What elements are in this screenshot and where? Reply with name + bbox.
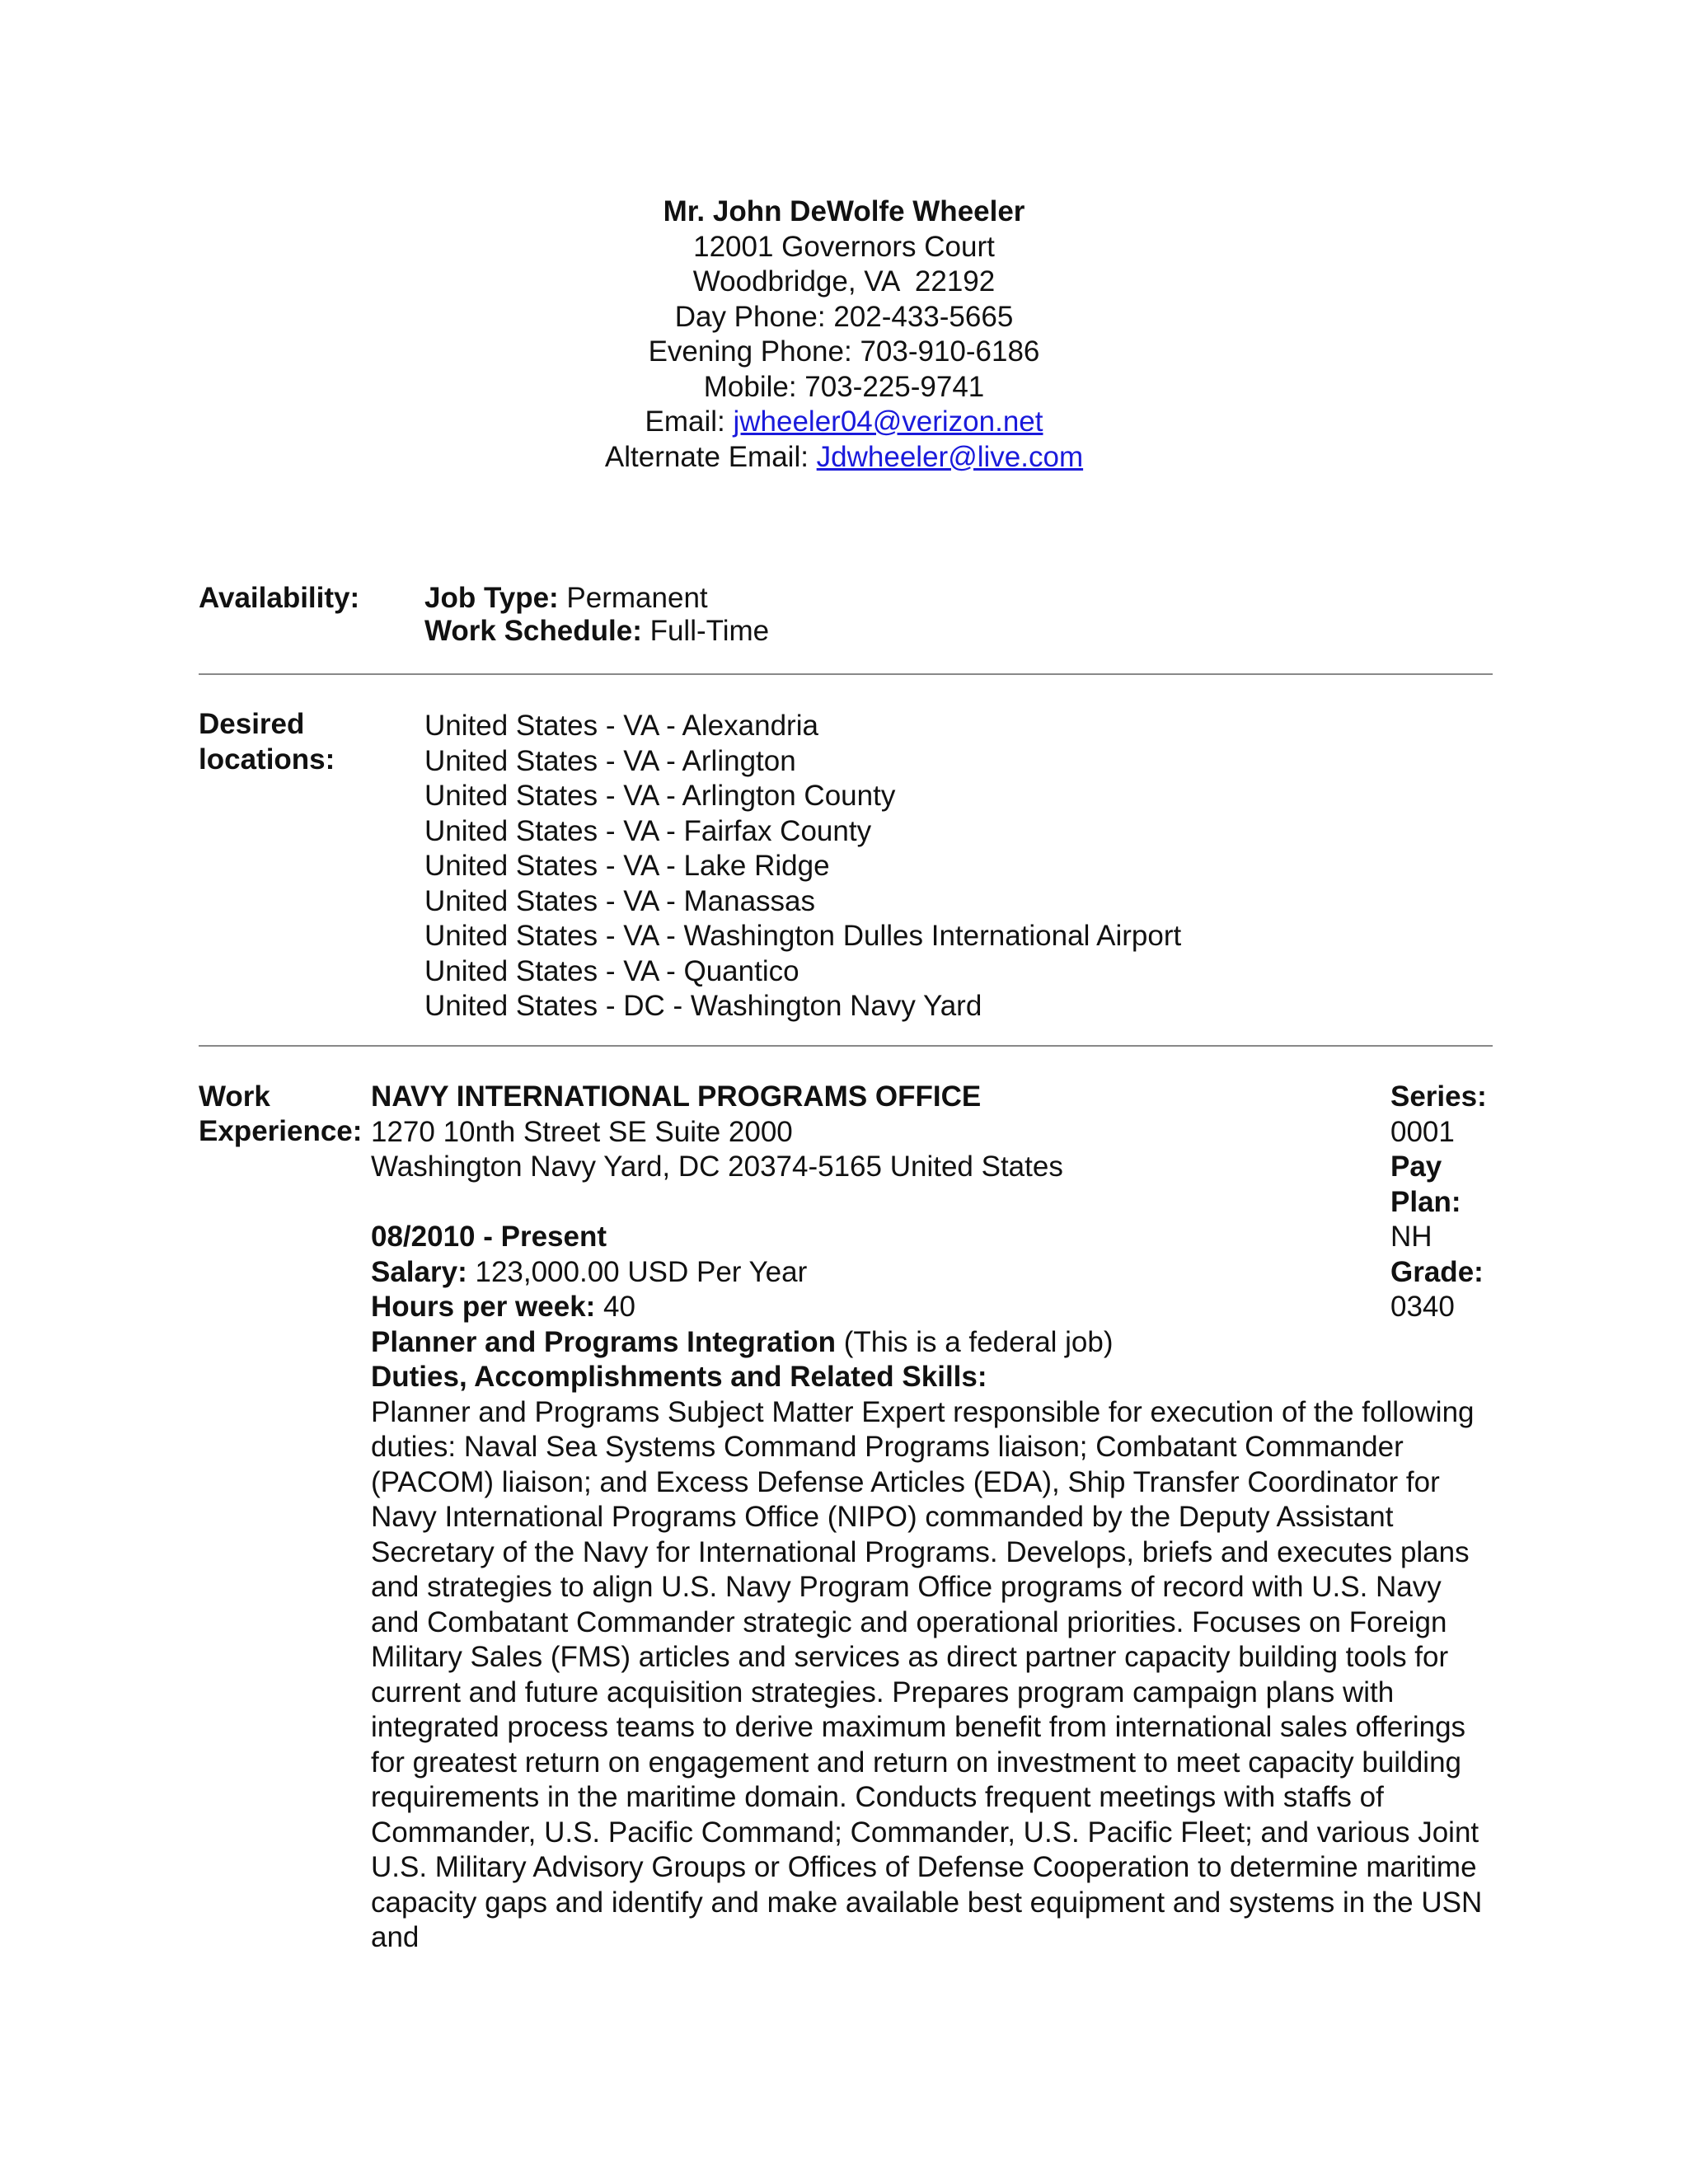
alternate-email-line xyxy=(0,440,1688,476)
work-experience-label-line1: Work xyxy=(199,1080,270,1113)
location-item: United States - VA - Manassas xyxy=(424,884,816,917)
employment-dates: 08/2010 - Present xyxy=(371,1221,607,1253)
day-phone: Day Phone: 202-433-5665 xyxy=(674,300,1014,333)
job-title-line xyxy=(371,1325,1508,1361)
desired-locations-label-line2: locations: xyxy=(199,743,335,776)
location-item: United States - VA - Lake Ridge xyxy=(424,850,830,882)
alternate-email-label: Alternate Email: xyxy=(604,440,817,473)
work-experience-label-line2: Experience: xyxy=(199,1115,363,1147)
email-label: Email: xyxy=(645,405,734,438)
hours-line xyxy=(371,1290,1508,1325)
job-type-label: Job Type: xyxy=(424,582,559,614)
job-type-value: Permanent xyxy=(558,582,708,614)
pay-plan-value: NH xyxy=(1390,1221,1432,1253)
section-divider xyxy=(199,1045,1493,1047)
pay-plan-label-line2: Plan: xyxy=(1390,1185,1461,1218)
hours-value: 40 xyxy=(595,1291,635,1323)
location-item: United States - VA - Arlington County xyxy=(424,780,896,812)
work-schedule-label: Work Schedule: xyxy=(424,615,642,647)
grade-value: 0340 xyxy=(1390,1291,1455,1323)
employer-city: Washington Navy Yard, DC 20374-5165 United States xyxy=(371,1151,1063,1183)
contact-header xyxy=(0,194,1688,475)
section-divider xyxy=(199,673,1493,675)
location-item: United States - VA - Alexandria xyxy=(424,710,818,742)
email-link[interactable]: jwheeler04@verizon.net xyxy=(733,405,1043,438)
series-label: Series: xyxy=(1390,1080,1487,1113)
location-item: United States - VA - Quantico xyxy=(424,954,799,987)
job-title: Planner and Programs Integration xyxy=(371,1325,836,1358)
work-schedule-value: Full-Time xyxy=(641,615,770,647)
desired-locations-list xyxy=(424,709,1181,1024)
city-state-zip: Woodbridge, VA 22192 xyxy=(692,265,996,298)
evening-phone: Evening Phone: 703-910-6186 xyxy=(648,335,1040,368)
salary-label: Salary: xyxy=(371,1255,467,1288)
employer-street: 1270 10nth Street SE Suite 2000 xyxy=(371,1115,793,1148)
salary-value: 123,000.00 USD Per Year xyxy=(467,1255,808,1288)
hours-label: Hours per week: xyxy=(371,1291,596,1323)
job-title-note: (This is a federal job) xyxy=(836,1325,1114,1358)
location-item: United States - VA - Fairfax County xyxy=(424,814,872,847)
job-type-line xyxy=(424,581,708,616)
location-item: United States - DC - Washington Navy Yard xyxy=(424,990,982,1022)
grade-label: Grade: xyxy=(1390,1255,1484,1288)
mobile-phone: Mobile: 703-225-9741 xyxy=(703,370,985,403)
work-schedule-line xyxy=(424,614,769,649)
email-line xyxy=(0,405,1688,440)
pay-plan-label-line1: Pay xyxy=(1390,1151,1442,1183)
series-value: 0001 xyxy=(1390,1115,1455,1148)
salary-line xyxy=(371,1255,1508,1291)
employer-name: NAVY INTERNATIONAL PROGRAMS OFFICE xyxy=(371,1080,982,1113)
job-entry xyxy=(371,1080,1508,1956)
job-classification xyxy=(1390,1080,1487,1325)
duties-heading: Duties, Accomplishments and Related Skills: xyxy=(371,1361,987,1393)
street-address: 12001 Governors Court xyxy=(693,230,995,263)
location-item: United States - VA - Washington Dulles International Airport xyxy=(424,920,1182,952)
location-item: United States - VA - Arlington xyxy=(424,744,796,777)
desired-locations-label-line1: Desired xyxy=(199,708,305,740)
alternate-email-link[interactable]: Jdwheeler@live.com xyxy=(816,440,1084,473)
spacer xyxy=(371,1185,1508,1221)
duties-description: Planner and Programs Subject Matter Expert responsible for execution of the following duties: Naval Sea Systems Command Programs liaison; Combatant Commander (PACOM) liaison; and Excess Defense Articles (EDA), Ship Transfer Coordinator for Navy International Programs Office (NIPO) commanded by the Deputy Assistant Secretary of the Navy for International Programs. Develops, briefs and executes plans and strategies to align U.S. Navy Program Office programs of record with U.S. Navy and Combatant Commander strategic and operational priorities. Focuses on Foreign Military Sales (FMS) articles and services as direct partner capacity building tools for current and future acquisition strategies. Prepares program campaign plans with integrated process teams to derive maximum benefit from international sales offerings for greatest return on engagement and return on investment to meet capacity building requirements in the maritime domain. Conducts frequent meetings with staffs of Commander, U.S. Pacific Command; Commander, U.S. Pacific Fleet; and various Joint U.S. Military Advisory Groups or Offices of Defense Cooperation to determine maritime capacity gaps and identify and make available best equipment and systems in the USN and xyxy=(371,1395,1483,1953)
applicant-name: Mr. John DeWolfe Wheeler xyxy=(663,195,1025,227)
availability-label: Availability: xyxy=(199,582,360,614)
